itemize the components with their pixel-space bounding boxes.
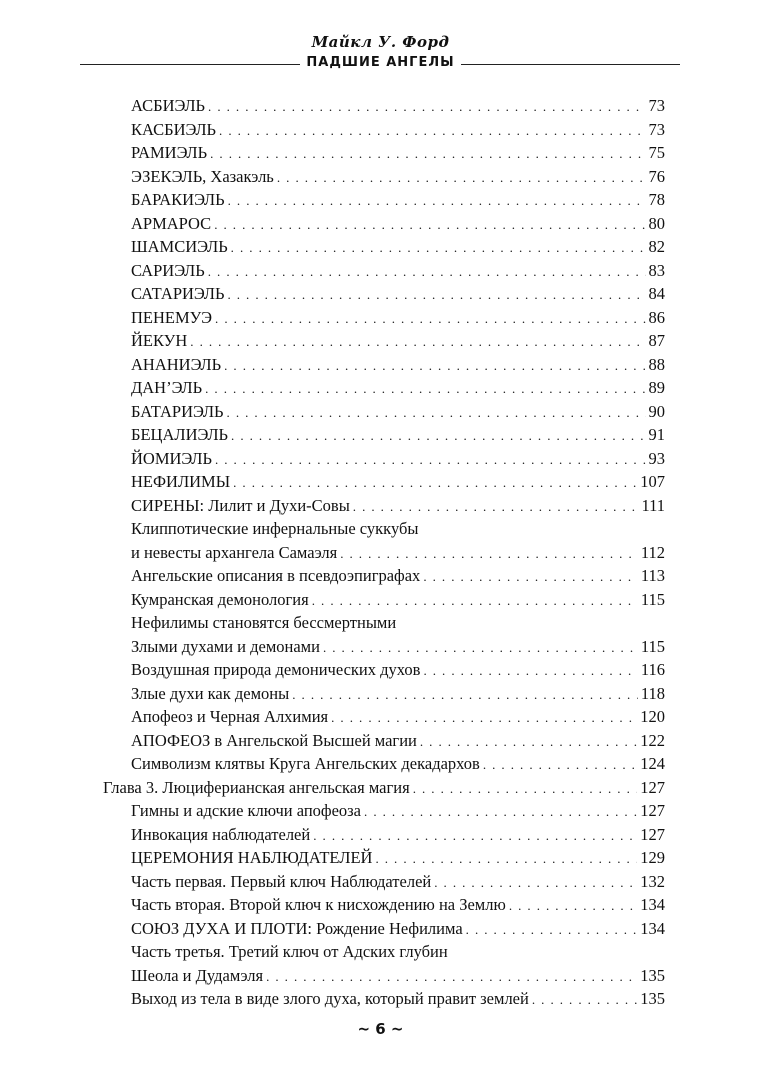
toc-entry-title: Злые духи как демоны bbox=[131, 683, 290, 703]
dot-leader bbox=[266, 965, 637, 988]
dot-leader bbox=[532, 988, 637, 1011]
toc-entry-title: Глава 3. Люциферианская ангельская магия bbox=[103, 777, 410, 797]
toc-entry-page: 115 bbox=[640, 636, 665, 656]
dot-leader bbox=[340, 542, 638, 565]
toc-entry bbox=[131, 212, 665, 235]
toc-entry-page: 111 bbox=[641, 495, 665, 515]
dot-leader bbox=[423, 565, 638, 588]
toc-entry-title: Апофеоз и Черная Алхимия bbox=[131, 707, 329, 726]
toc-entry bbox=[131, 306, 665, 329]
toc-entry-title: СОЮЗ ДУХА И ПЛОТИ: Рождение Нефилима bbox=[131, 918, 463, 938]
toc-entry-title: ЙОМИЭЛЬ bbox=[131, 448, 212, 468]
toc-entry-page: 82 bbox=[648, 237, 665, 256]
toc-entry-title: Часть первая. Первый ключ Наблюдателей bbox=[131, 871, 432, 891]
toc-entry bbox=[131, 705, 665, 728]
dot-leader bbox=[434, 871, 637, 894]
toc-entry-title: АНАНИЭЛЬ bbox=[131, 354, 222, 374]
toc-entry-title: САТАРИЭЛЬ bbox=[131, 284, 225, 303]
dot-leader bbox=[231, 236, 646, 259]
dot-leader bbox=[208, 95, 645, 118]
toc-entry-page: 73 bbox=[648, 96, 665, 115]
toc-entry bbox=[131, 658, 665, 681]
toc-entry bbox=[131, 611, 665, 634]
toc-entry-page: 84 bbox=[648, 284, 665, 303]
toc-entry bbox=[131, 799, 665, 822]
toc-entry-title: Инвокация наблюдателей bbox=[131, 824, 311, 844]
dot-leader bbox=[413, 777, 638, 800]
toc-entry-page: 113 bbox=[640, 566, 665, 585]
dot-leader bbox=[331, 706, 637, 729]
dot-leader bbox=[219, 119, 645, 142]
toc-entry-page: 88 bbox=[648, 354, 665, 374]
toc-entry-page: 107 bbox=[640, 472, 665, 491]
toc-entry bbox=[131, 141, 665, 164]
toc-entry-title: ЭЗЕКЭЛЬ, Хазакэль bbox=[131, 166, 274, 186]
dot-leader bbox=[231, 424, 645, 447]
toc-entry bbox=[131, 376, 665, 399]
toc-entry-title: КАСБИЭЛЬ bbox=[131, 119, 217, 139]
running-header-author: Майкл У. Форд bbox=[311, 33, 450, 51]
dot-leader bbox=[233, 471, 637, 494]
toc-entry-title: ДАН’ЭЛЬ bbox=[131, 378, 203, 397]
dot-leader bbox=[353, 495, 639, 518]
toc-entry bbox=[131, 165, 665, 188]
toc-entry-page: 134 bbox=[640, 918, 665, 938]
toc-entry-page: 90 bbox=[648, 401, 665, 421]
toc-entry-title: Шеола и Дудамэля bbox=[131, 965, 264, 985]
toc-entry-page: 91 bbox=[648, 425, 665, 444]
toc-entry bbox=[131, 353, 665, 376]
dot-leader bbox=[190, 330, 645, 353]
toc-entry-page: 115 bbox=[640, 589, 665, 609]
toc-entry bbox=[131, 564, 665, 587]
toc-entry bbox=[131, 470, 665, 493]
toc-entry bbox=[131, 940, 665, 963]
dot-leader bbox=[227, 401, 646, 424]
toc-entry-title: Клиппотические инфернальные суккубы bbox=[131, 519, 419, 538]
toc-entry bbox=[131, 964, 665, 987]
dot-leader bbox=[228, 189, 646, 212]
dot-leader bbox=[509, 894, 637, 917]
dot-leader bbox=[313, 824, 637, 847]
toc-entry bbox=[131, 987, 665, 1010]
dot-leader bbox=[208, 260, 646, 283]
toc-entry-page: 129 bbox=[640, 848, 665, 867]
toc-entry bbox=[131, 588, 665, 611]
toc-entry-page: 83 bbox=[648, 260, 665, 280]
toc-entry-page: 127 bbox=[640, 801, 665, 820]
dot-leader bbox=[227, 283, 645, 306]
toc-entry-page: 118 bbox=[640, 683, 665, 703]
toc-entry bbox=[131, 870, 665, 893]
running-header-title-text: ПАДШИЕ АНГЕЛЫ bbox=[300, 55, 460, 70]
toc-entry bbox=[131, 541, 665, 564]
toc-entry-page: 73 bbox=[648, 119, 665, 139]
toc-entry bbox=[131, 517, 665, 540]
toc-entry-title: и невесты архангела Самаэля bbox=[131, 542, 338, 562]
toc-entry bbox=[131, 635, 665, 658]
toc-entry-title: СИРЕНЫ: Лилит и Духи-Совы bbox=[131, 495, 350, 515]
toc-entry-title: ШАМСИЭЛЬ bbox=[131, 237, 228, 256]
toc-entry-title: ЙЕКУН bbox=[131, 331, 188, 350]
toc-entry-page: 135 bbox=[640, 989, 665, 1008]
toc-entry-title: АПОФЕОЗ в Ангельской Высшей магии bbox=[131, 730, 417, 750]
dot-leader bbox=[215, 448, 646, 471]
toc-entry-page: 78 bbox=[648, 190, 665, 209]
toc-entry-title: ЦЕРЕМОНИЯ НАБЛЮДАТЕЛЕЙ bbox=[131, 848, 373, 867]
toc-entry-title: АСБИЭЛЬ bbox=[131, 96, 206, 115]
toc-entry-page: 89 bbox=[648, 378, 665, 397]
toc-entry-page: 76 bbox=[648, 166, 665, 186]
toc-entry-title: Символизм клятвы Круга Ангельских декадархов bbox=[131, 754, 480, 773]
toc-entry-title: Воздушная природа демонических духов bbox=[131, 660, 421, 679]
dot-leader bbox=[214, 213, 645, 236]
toc-entry bbox=[131, 729, 665, 752]
toc-entry-page: 127 bbox=[640, 824, 665, 844]
toc-entry-title: БЕЦАЛИЭЛЬ bbox=[131, 425, 229, 444]
dot-leader bbox=[277, 166, 646, 189]
toc-entry bbox=[131, 893, 665, 916]
toc-entry bbox=[131, 400, 665, 423]
dot-leader bbox=[420, 730, 637, 753]
toc-entry-page: 80 bbox=[648, 213, 665, 233]
toc-entry-title: БАРАКИЭЛЬ bbox=[131, 190, 225, 209]
toc-entry-page: 112 bbox=[640, 542, 665, 562]
toc-entry-page: 135 bbox=[640, 965, 665, 985]
toc-entry bbox=[131, 846, 665, 869]
toc-entry bbox=[131, 752, 665, 775]
toc-entry-title: БАТАРИЭЛЬ bbox=[131, 401, 224, 421]
page-number: ~ 6 ~ bbox=[357, 1020, 404, 1038]
toc-entry bbox=[131, 823, 665, 846]
toc-entry-title: НЕФИЛИМЫ bbox=[131, 472, 231, 491]
toc-entry-page: 134 bbox=[640, 895, 665, 914]
toc-entry-title: РАМИЭЛЬ bbox=[131, 143, 208, 162]
toc-entry bbox=[131, 917, 665, 940]
toc-entry-title: Выход из тела в виде злого духа, который правит землей bbox=[131, 989, 529, 1008]
toc-entry bbox=[131, 118, 665, 141]
dot-leader bbox=[205, 377, 645, 400]
toc-entry-title: ПЕНЕМУЭ bbox=[131, 307, 213, 327]
toc-entry bbox=[131, 494, 665, 517]
toc-chapter-entry bbox=[103, 776, 665, 799]
dot-leader bbox=[210, 142, 645, 165]
toc-entry bbox=[131, 235, 665, 258]
toc-entry-page: 127 bbox=[640, 777, 665, 797]
toc-entry-page: 87 bbox=[648, 331, 665, 350]
toc-entry-page: 86 bbox=[648, 307, 665, 327]
dot-leader bbox=[364, 800, 637, 823]
toc-entry-title: Часть третья. Третий ключ от Адских глубин bbox=[131, 942, 448, 961]
dot-leader bbox=[423, 659, 637, 682]
dot-leader bbox=[375, 847, 637, 870]
toc-entry-title: АРМАРОС bbox=[131, 213, 212, 233]
toc-entry bbox=[131, 188, 665, 211]
dot-leader bbox=[312, 589, 638, 612]
running-header-title bbox=[0, 55, 761, 70]
toc-entry bbox=[131, 94, 665, 117]
dot-leader bbox=[466, 918, 638, 941]
toc-entry bbox=[131, 259, 665, 282]
dot-leader bbox=[323, 636, 638, 659]
dot-leader bbox=[292, 683, 638, 706]
toc-entry-page: 124 bbox=[640, 754, 665, 773]
toc-entry-page: 116 bbox=[640, 660, 665, 679]
dot-leader bbox=[224, 354, 645, 377]
toc-entry-page: 122 bbox=[640, 730, 665, 750]
toc-entry-page: 120 bbox=[640, 707, 665, 726]
toc-entry bbox=[131, 282, 665, 305]
toc-entry bbox=[131, 447, 665, 470]
toc-entry-title: Часть вторая. Второй ключ к нисхождению на Землю bbox=[131, 895, 506, 914]
toc-entry-title: САРИЭЛЬ bbox=[131, 260, 205, 280]
toc-entry bbox=[131, 423, 665, 446]
toc-entry-title: Нефилимы становятся бессмертными bbox=[131, 613, 397, 632]
toc-entry-page: 132 bbox=[640, 871, 665, 891]
toc-entry bbox=[131, 682, 665, 705]
toc-entry-title: Гимны и адские ключи апофеоза bbox=[131, 801, 362, 820]
toc-entry-page: 93 bbox=[648, 448, 665, 468]
toc-entry-page: 75 bbox=[648, 143, 665, 162]
dot-leader bbox=[215, 307, 645, 330]
toc-entry-title: Ангельские описания в псевдоэпиграфах bbox=[131, 566, 421, 585]
toc-entry-title: Кумранская демонология bbox=[131, 589, 309, 609]
toc-entry-title: Злыми духами и демонами bbox=[131, 636, 320, 656]
toc-entry bbox=[131, 329, 665, 352]
dot-leader bbox=[483, 753, 637, 776]
